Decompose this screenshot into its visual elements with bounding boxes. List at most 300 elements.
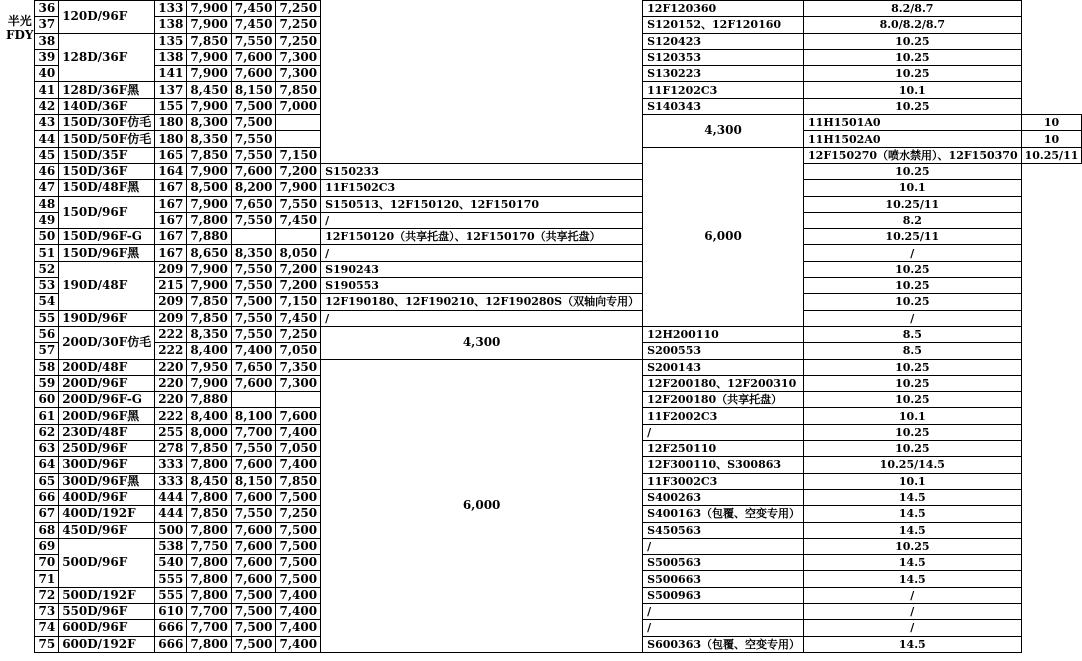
price-a-cell: 7,900 — [187, 98, 232, 114]
price-c-cell: 7,250 — [276, 1, 321, 17]
price-c-cell — [276, 229, 321, 245]
weight-cell: 10.25 — [804, 538, 1022, 554]
price-b-cell: 7,500 — [231, 620, 276, 636]
row-number: 75 — [34, 636, 59, 652]
spec-cell: 150D/35F — [59, 147, 155, 163]
price-a-cell: 7,750 — [187, 538, 232, 554]
row-number: 68 — [34, 522, 59, 538]
price-c-cell: 7,500 — [276, 571, 321, 587]
price-b-cell: 7,450 — [231, 17, 276, 33]
price-b-cell: 7,650 — [231, 196, 276, 212]
price-b-cell: 7,400 — [231, 343, 276, 359]
row-number: 67 — [34, 506, 59, 522]
row-number: 59 — [34, 375, 59, 391]
spec-cell: 190D/48F — [59, 261, 155, 310]
price-c-cell: 7,150 — [276, 294, 321, 310]
denier-cell: 133 — [155, 1, 187, 17]
spec-cell: 150D/50F仿毛 — [59, 131, 155, 147]
weight-cell: 14.5 — [804, 522, 1022, 538]
weight-cell: 10.25/14.5 — [804, 457, 1022, 473]
price-c-cell: 8,050 — [276, 245, 321, 261]
weight-cell: 10.25 — [804, 49, 1022, 65]
price-b-cell: 7,550 — [231, 441, 276, 457]
price-a-cell: 7,800 — [187, 457, 232, 473]
weight-cell: 10.25 — [804, 163, 1022, 179]
table-row — [6, 196, 1082, 212]
spec-cell: 200D/96F黑 — [59, 408, 155, 424]
row-number: 50 — [34, 229, 59, 245]
row-number: 56 — [34, 326, 59, 342]
price-b-cell: 7,600 — [231, 375, 276, 391]
category-cell — [6, 0, 34, 652]
product-code-cell: 12F250110 — [643, 441, 804, 457]
price-a-cell: 7,800 — [187, 489, 232, 505]
product-code-cell: S130223 — [643, 66, 804, 82]
row-number: 66 — [34, 489, 59, 505]
denier-cell: 610 — [155, 603, 187, 619]
price-b-cell: 7,700 — [231, 424, 276, 440]
price-a-cell: 7,900 — [187, 163, 232, 179]
price-a-cell: 7,880 — [187, 229, 232, 245]
price-b-cell: 8,350 — [231, 245, 276, 261]
price-b-cell: 7,450 — [231, 1, 276, 17]
price-table — [6, 0, 1082, 653]
price-b-cell: 7,550 — [231, 310, 276, 326]
weight-cell: / — [804, 620, 1022, 636]
price-a-cell: 7,800 — [187, 636, 232, 652]
row-number: 65 — [34, 473, 59, 489]
spec-cell: 140D/36F — [59, 98, 155, 114]
price-b-cell: 7,550 — [231, 261, 276, 277]
price-c-cell: 7,050 — [276, 343, 321, 359]
product-code-cell: / — [643, 538, 804, 554]
price-c-cell: 7,250 — [276, 17, 321, 33]
price-a-cell: 8,450 — [187, 473, 232, 489]
row-number: 46 — [34, 163, 59, 179]
denier-cell: 333 — [155, 473, 187, 489]
spec-cell: 150D/96F-G — [59, 229, 155, 245]
weight-cell: 10.1 — [804, 473, 1022, 489]
price-b-cell: 8,150 — [231, 473, 276, 489]
price-c-cell: 7,550 — [276, 196, 321, 212]
spec-cell: 150D/30F仿毛 — [59, 115, 155, 131]
weight-cell: 10.25 — [804, 66, 1022, 82]
price-c-cell — [276, 115, 321, 131]
denier-cell: 167 — [155, 212, 187, 228]
product-code-cell: S190243 — [321, 261, 643, 277]
row-number: 45 — [34, 147, 59, 163]
row-number: 48 — [34, 196, 59, 212]
product-code-cell: S500963 — [643, 587, 804, 603]
denier-cell: 555 — [155, 571, 187, 587]
table-row — [6, 359, 1082, 375]
group-price-cell: 4,300 — [321, 326, 643, 359]
spec-cell: 120D/96F — [59, 1, 155, 34]
row-number: 53 — [34, 278, 59, 294]
price-a-cell: 7,850 — [187, 294, 232, 310]
denier-cell: 220 — [155, 359, 187, 375]
product-code-cell: S500563 — [643, 555, 804, 571]
spec-cell: 450D/96F — [59, 522, 155, 538]
row-number: 72 — [34, 587, 59, 603]
denier-cell: 209 — [155, 310, 187, 326]
denier-cell: 164 — [155, 163, 187, 179]
denier-cell: 444 — [155, 506, 187, 522]
price-b-cell: 7,500 — [231, 115, 276, 131]
price-b-cell: 7,550 — [231, 212, 276, 228]
spec-cell: 250D/96F — [59, 441, 155, 457]
price-a-cell: 7,900 — [187, 17, 232, 33]
denier-cell: 333 — [155, 457, 187, 473]
price-b-cell: 7,600 — [231, 457, 276, 473]
row-number: 74 — [34, 620, 59, 636]
denier-cell: 220 — [155, 392, 187, 408]
product-code-cell: 12F120360 — [643, 1, 804, 17]
denier-cell: 155 — [155, 98, 187, 114]
spec-cell: 200D/30F仿毛 — [59, 326, 155, 359]
product-code-cell: S500663 — [643, 571, 804, 587]
price-a-cell: 7,700 — [187, 603, 232, 619]
row-number: 58 — [34, 359, 59, 375]
product-code-cell: 11H1501A0 — [804, 115, 1022, 131]
row-number: 41 — [34, 82, 59, 98]
row-number: 69 — [34, 538, 59, 554]
price-c-cell: 7,050 — [276, 441, 321, 457]
denier-cell: 215 — [155, 278, 187, 294]
price-b-cell: 7,500 — [231, 603, 276, 619]
weight-cell: 10.25 — [804, 261, 1022, 277]
weight-cell: / — [804, 603, 1022, 619]
row-number: 62 — [34, 424, 59, 440]
weight-cell: 8.0/8.2/8.7 — [804, 17, 1022, 33]
product-code-cell: 12F200180（共享托盘） — [643, 392, 804, 408]
price-c-cell: 7,850 — [276, 82, 321, 98]
denier-cell: 278 — [155, 441, 187, 457]
product-code-cell: S120353 — [643, 49, 804, 65]
spec-cell: 128D/36F — [59, 33, 155, 82]
product-code-cell: 12F150270（喷水禁用）、12F150370 — [804, 147, 1022, 163]
price-a-cell: 7,850 — [187, 506, 232, 522]
row-number: 57 — [34, 343, 59, 359]
row-number: 71 — [34, 571, 59, 587]
row-number: 64 — [34, 457, 59, 473]
price-b-cell: 7,550 — [231, 131, 276, 147]
product-code-cell: 12F200180、12F200310 — [643, 375, 804, 391]
denier-cell: 180 — [155, 131, 187, 147]
denier-cell: 222 — [155, 326, 187, 342]
spec-cell: 150D/96F黑 — [59, 245, 155, 261]
weight-cell: 14.5 — [804, 555, 1022, 571]
price-b-cell — [231, 229, 276, 245]
price-a-cell: 7,800 — [187, 587, 232, 603]
denier-cell: 138 — [155, 17, 187, 33]
product-code-cell: S150233 — [321, 163, 643, 179]
table-row — [6, 310, 1082, 326]
product-code-cell: S400163（包覆、空变专用） — [643, 506, 804, 522]
price-a-cell: 7,850 — [187, 310, 232, 326]
price-c-cell: 7,850 — [276, 473, 321, 489]
price-a-cell: 7,900 — [187, 196, 232, 212]
price-c-cell: 7,200 — [276, 261, 321, 277]
price-a-cell: 7,950 — [187, 359, 232, 375]
spec-cell: 150D/48F黑 — [59, 180, 155, 196]
weight-cell: 10 — [1021, 131, 1082, 147]
spec-cell: 600D/96F — [59, 620, 155, 636]
row-number: 70 — [34, 555, 59, 571]
table-row — [6, 212, 1082, 228]
row-number: 43 — [34, 115, 59, 131]
spec-cell: 150D/96F — [59, 196, 155, 229]
product-code-cell: / — [643, 620, 804, 636]
product-code-cell: S450563 — [643, 522, 804, 538]
price-c-cell: 7,400 — [276, 636, 321, 652]
spec-cell: 200D/48F — [59, 359, 155, 375]
product-code-cell: S150513、12F150120、12F150170 — [321, 196, 643, 212]
row-number: 37 — [34, 17, 59, 33]
price-a-cell: 7,800 — [187, 555, 232, 571]
denier-cell: 167 — [155, 196, 187, 212]
price-a-cell: 8,350 — [187, 131, 232, 147]
price-c-cell: 7,500 — [276, 555, 321, 571]
product-code-cell: S600363（包覆、空变专用） — [643, 636, 804, 652]
denier-cell: 538 — [155, 538, 187, 554]
price-b-cell: 7,600 — [231, 522, 276, 538]
weight-cell: 14.5 — [804, 636, 1022, 652]
price-a-cell: 8,400 — [187, 408, 232, 424]
price-b-cell: 7,550 — [231, 506, 276, 522]
spec-cell: 300D/96F — [59, 457, 155, 473]
denier-cell: 167 — [155, 180, 187, 196]
spec-cell: 190D/96F — [59, 310, 155, 326]
price-a-cell: 7,800 — [187, 571, 232, 587]
denier-cell: 666 — [155, 620, 187, 636]
spec-cell: 600D/192F — [59, 636, 155, 652]
weight-cell: 10.25 — [804, 375, 1022, 391]
weight-cell: 10.25 — [804, 359, 1022, 375]
product-code-cell: / — [321, 245, 643, 261]
category-label-line2: FDY — [6, 27, 34, 42]
product-code-cell: 12F300110、S300863 — [643, 457, 804, 473]
group-price-cell — [321, 1, 643, 164]
price-c-cell: 7,400 — [276, 424, 321, 440]
price-b-cell: 8,150 — [231, 82, 276, 98]
price-a-cell: 7,800 — [187, 212, 232, 228]
row-number: 52 — [34, 261, 59, 277]
weight-cell: 10.25 — [804, 424, 1022, 440]
price-c-cell: 7,300 — [276, 66, 321, 82]
price-b-cell: 7,500 — [231, 636, 276, 652]
price-c-cell: 7,500 — [276, 522, 321, 538]
row-number: 51 — [34, 245, 59, 261]
spec-cell: 200D/96F — [59, 375, 155, 391]
product-code-cell: / — [643, 424, 804, 440]
row-number: 60 — [34, 392, 59, 408]
weight-cell: / — [804, 587, 1022, 603]
price-a-cell: 7,900 — [187, 278, 232, 294]
price-b-cell — [231, 392, 276, 408]
price-a-cell: 8,350 — [187, 326, 232, 342]
price-c-cell: 7,400 — [276, 587, 321, 603]
price-b-cell: 8,200 — [231, 180, 276, 196]
price-b-cell: 7,650 — [231, 359, 276, 375]
weight-cell: 14.5 — [804, 489, 1022, 505]
table-row — [6, 180, 1082, 196]
price-a-cell: 7,800 — [187, 522, 232, 538]
price-a-cell: 8,450 — [187, 82, 232, 98]
weight-cell: 10.1 — [804, 408, 1022, 424]
denier-cell: 220 — [155, 375, 187, 391]
row-number: 42 — [34, 98, 59, 114]
price-b-cell: 7,600 — [231, 163, 276, 179]
price-a-cell: 8,650 — [187, 245, 232, 261]
price-c-cell: 7,600 — [276, 408, 321, 424]
denier-cell: 138 — [155, 49, 187, 65]
product-code-cell: 12H200110 — [643, 326, 804, 342]
price-a-cell: 8,500 — [187, 180, 232, 196]
row-number: 54 — [34, 294, 59, 310]
table-row — [6, 294, 1082, 310]
product-code-cell: 11F1202C3 — [643, 82, 804, 98]
row-number: 55 — [34, 310, 59, 326]
denier-cell: 255 — [155, 424, 187, 440]
weight-cell: 14.5 — [804, 571, 1022, 587]
row-number: 39 — [34, 49, 59, 65]
price-a-cell: 8,300 — [187, 115, 232, 131]
price-c-cell: 7,000 — [276, 98, 321, 114]
denier-cell: 222 — [155, 408, 187, 424]
price-c-cell: 7,500 — [276, 489, 321, 505]
product-code-cell: S140343 — [643, 98, 804, 114]
weight-cell: 10.25 — [804, 98, 1022, 114]
table-row — [6, 278, 1082, 294]
product-code-cell: 11F1502C3 — [321, 180, 643, 196]
product-code-cell: 12F190180、12F190210、12F190280S（双轴向专用） — [321, 294, 643, 310]
weight-cell: 8.5 — [804, 343, 1022, 359]
product-code-cell: 11F3002C3 — [643, 473, 804, 489]
table-row — [6, 261, 1082, 277]
price-c-cell: 7,250 — [276, 326, 321, 342]
weight-cell: 10.1 — [804, 180, 1022, 196]
weight-cell: 10.1 — [804, 82, 1022, 98]
product-code-cell: / — [321, 212, 643, 228]
price-b-cell: 8,100 — [231, 408, 276, 424]
weight-cell: 10.25/11 — [804, 196, 1022, 212]
weight-cell: 10.25/11 — [804, 229, 1022, 245]
weight-cell: 10.25 — [804, 392, 1022, 408]
price-b-cell: 7,500 — [231, 98, 276, 114]
row-number: 38 — [34, 33, 59, 49]
price-b-cell: 7,500 — [231, 294, 276, 310]
table-row — [6, 163, 1082, 179]
denier-cell: 555 — [155, 587, 187, 603]
price-b-cell: 7,550 — [231, 278, 276, 294]
denier-cell: 141 — [155, 66, 187, 82]
spec-cell: 550D/96F — [59, 603, 155, 619]
weight-cell: 10 — [1021, 115, 1082, 131]
weight-cell: 10.25 — [804, 441, 1022, 457]
category-label-line1: 半光 — [7, 13, 32, 28]
product-code-cell: 11F2002C3 — [643, 408, 804, 424]
price-b-cell: 7,600 — [231, 66, 276, 82]
price-a-cell: 7,850 — [187, 441, 232, 457]
price-b-cell: 7,550 — [231, 326, 276, 342]
row-number: 73 — [34, 603, 59, 619]
price-c-cell: 7,200 — [276, 163, 321, 179]
price-a-cell: 7,700 — [187, 620, 232, 636]
price-c-cell: 7,250 — [276, 33, 321, 49]
row-number: 44 — [34, 131, 59, 147]
weight-cell: 8.2 — [804, 212, 1022, 228]
price-table-body — [6, 0, 1082, 652]
spec-cell: 230D/48F — [59, 424, 155, 440]
denier-cell: 666 — [155, 636, 187, 652]
table-row — [6, 245, 1082, 261]
denier-cell: 222 — [155, 343, 187, 359]
price-c-cell: 7,150 — [276, 147, 321, 163]
price-c-cell: 7,450 — [276, 310, 321, 326]
price-c-cell: 7,450 — [276, 212, 321, 228]
row-number: 36 — [34, 1, 59, 17]
price-b-cell: 7,550 — [231, 33, 276, 49]
spec-cell: 200D/96F-G — [59, 392, 155, 408]
spec-cell: 500D/96F — [59, 538, 155, 587]
row-number: 40 — [34, 66, 59, 82]
weight-cell: 10.25 — [804, 33, 1022, 49]
price-c-cell: 7,200 — [276, 278, 321, 294]
spec-cell: 500D/192F — [59, 587, 155, 603]
price-a-cell: 7,900 — [187, 375, 232, 391]
price-a-cell: 7,880 — [187, 392, 232, 408]
price-a-cell: 7,900 — [187, 49, 232, 65]
denier-cell: 180 — [155, 115, 187, 131]
table-row — [6, 326, 1082, 342]
denier-cell: 137 — [155, 82, 187, 98]
price-a-cell: 7,900 — [187, 261, 232, 277]
table-row — [6, 229, 1082, 245]
row-number: 63 — [34, 441, 59, 457]
denier-cell: 444 — [155, 489, 187, 505]
row-number: 47 — [34, 180, 59, 196]
price-c-cell: 7,500 — [276, 538, 321, 554]
group-price-cell: 6,000 — [643, 147, 804, 326]
denier-cell: 165 — [155, 147, 187, 163]
price-a-cell: 7,900 — [187, 1, 232, 17]
price-c-cell: 7,900 — [276, 180, 321, 196]
weight-cell: 8.2/8.7 — [804, 1, 1022, 17]
price-c-cell: 7,400 — [276, 457, 321, 473]
denier-cell: 135 — [155, 33, 187, 49]
price-sheet — [6, 0, 1082, 653]
product-code-cell: 12F150120（共享托盘）、12F150170（共享托盘） — [321, 229, 643, 245]
row-number: 61 — [34, 408, 59, 424]
price-c-cell: 7,300 — [276, 49, 321, 65]
price-a-cell: 7,850 — [187, 147, 232, 163]
group-price-cell: 6,000 — [321, 359, 643, 652]
weight-cell: / — [804, 245, 1022, 261]
row-number: 49 — [34, 212, 59, 228]
table-row — [6, 1, 1082, 17]
product-code-cell: / — [643, 603, 804, 619]
price-c-cell: 7,350 — [276, 359, 321, 375]
weight-cell: 10.25 — [804, 278, 1022, 294]
price-a-cell: 8,400 — [187, 343, 232, 359]
price-c-cell: 7,400 — [276, 620, 321, 636]
weight-cell: 14.5 — [804, 506, 1022, 522]
price-b-cell: 7,600 — [231, 555, 276, 571]
price-c-cell — [276, 392, 321, 408]
product-code-cell: 11H1502A0 — [804, 131, 1022, 147]
price-c-cell: 7,250 — [276, 506, 321, 522]
